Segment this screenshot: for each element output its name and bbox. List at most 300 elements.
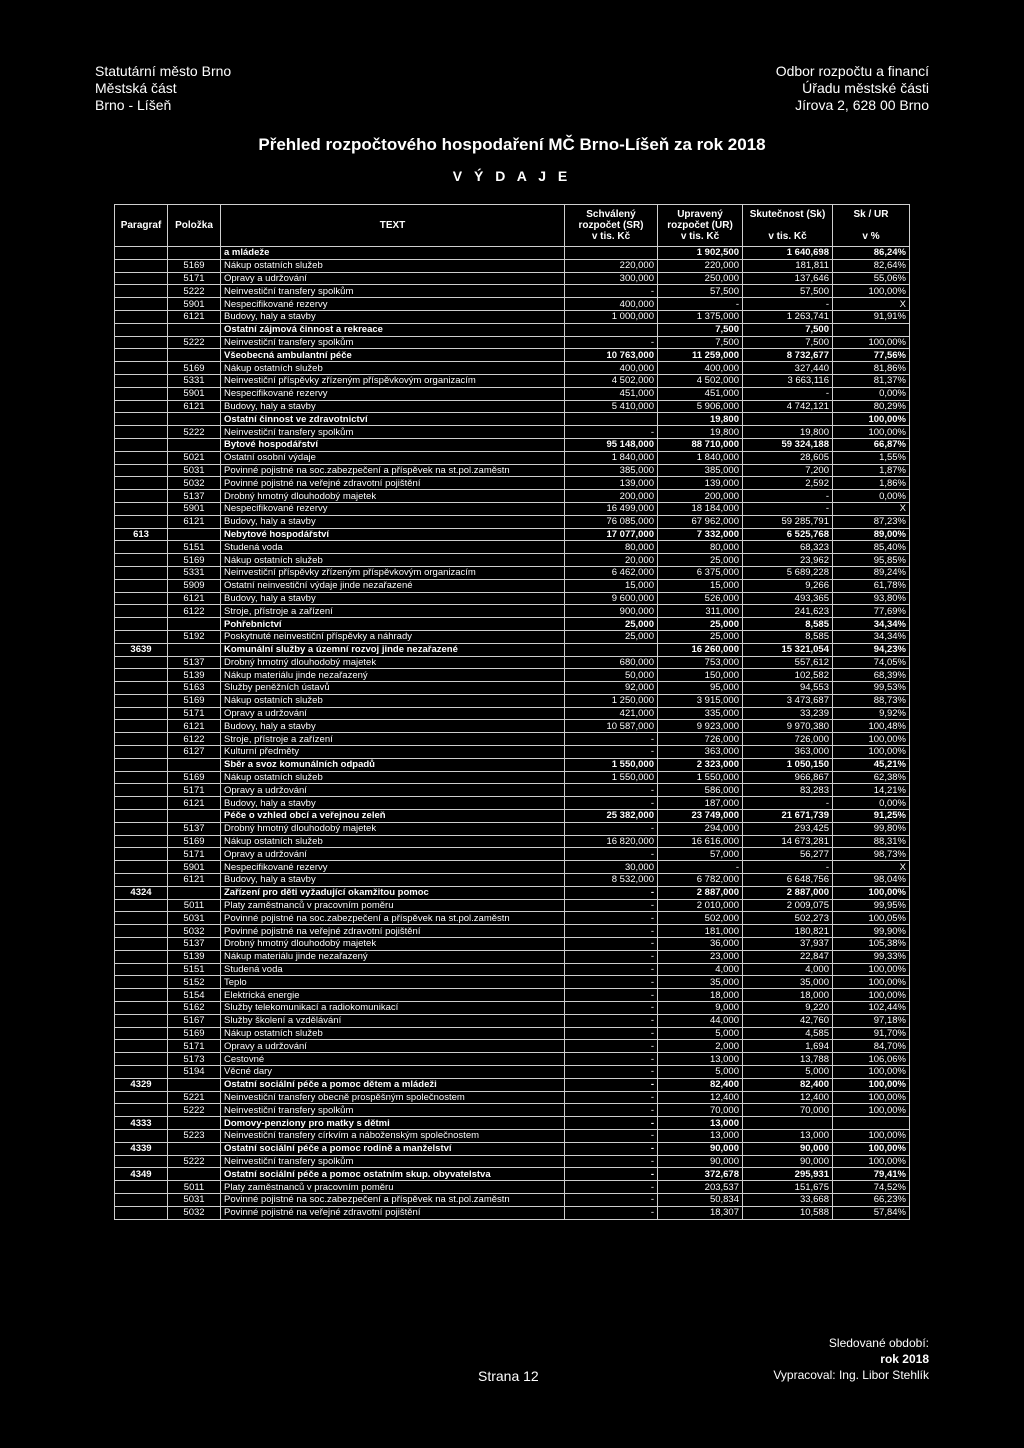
cell-sr: - (565, 1206, 658, 1219)
table-row (115, 912, 910, 925)
cell-text: Budovy, haly a stavby (221, 592, 565, 605)
cell-polozka: 5139 (168, 950, 221, 963)
cell-paragraf (115, 1091, 168, 1104)
cell-text: Kulturní předměty (221, 746, 565, 759)
cell-text: Opravy a udržování (221, 272, 565, 285)
cell-sk: 8 732,677 (743, 349, 833, 362)
cell-polozka: 5167 (168, 1014, 221, 1027)
col-pct (833, 205, 910, 247)
cell-paragraf (115, 771, 168, 784)
col-text: TEXT (221, 205, 565, 247)
cell-paragraf (115, 247, 168, 260)
table-row (115, 541, 910, 554)
cell-polozka (168, 247, 221, 260)
col-sk-line3: v tis. Kč (768, 231, 807, 242)
cell-sk: - (743, 797, 833, 810)
cell-pct: 100,48% (833, 720, 910, 733)
budget-table (114, 204, 910, 1220)
cell-pct: 1,87% (833, 464, 910, 477)
table-row (115, 605, 910, 618)
table-row (115, 694, 910, 707)
table-row (115, 554, 910, 567)
cell-sk: 13,000 (743, 1129, 833, 1142)
cell-pct: 0,00% (833, 797, 910, 810)
cell-sk: 37,937 (743, 938, 833, 951)
cell-paragraf (115, 1027, 168, 1040)
cell-pct: 81,86% (833, 362, 910, 375)
cell-polozka: 6122 (168, 605, 221, 618)
table-row (115, 797, 910, 810)
cell-sr: - (565, 426, 658, 439)
cell-paragraf (115, 899, 168, 912)
cell-sr: 25,000 (565, 618, 658, 631)
cell-paragraf (115, 746, 168, 759)
table-row (115, 733, 910, 746)
cell-sr: - (565, 976, 658, 989)
cell-sk: 10,588 (743, 1206, 833, 1219)
cell-text: Sběr a svoz komunálních odpadů (221, 758, 565, 771)
table-row (115, 771, 910, 784)
cell-paragraf (115, 1206, 168, 1219)
table-row (115, 976, 910, 989)
cell-text: Opravy a udržování (221, 1040, 565, 1053)
cell-polozka: 5021 (168, 451, 221, 464)
cell-polozka (168, 413, 221, 426)
table-row (115, 247, 910, 260)
cell-sr: 1 550,000 (565, 771, 658, 784)
cell-polozka: 5901 (168, 502, 221, 515)
cell-text: Ostatní sociální péče a pomoc ostatním skup. obyvatelstva (221, 1168, 565, 1181)
cell-paragraf (115, 925, 168, 938)
cell-ur: 6 375,000 (658, 566, 743, 579)
cell-text: Nákup materiálu jinde nezařazený (221, 669, 565, 682)
cell-pct: 88,73% (833, 694, 910, 707)
cell-sr: 9 600,000 (565, 592, 658, 605)
cell-ur: 70,000 (658, 1104, 743, 1117)
cell-paragraf (115, 950, 168, 963)
cell-sr: 900,000 (565, 605, 658, 618)
cell-paragraf (115, 259, 168, 272)
cell-sk: 295,931 (743, 1168, 833, 1181)
cell-text: Ostatní neinvestiční výdaje jinde nezařazené (221, 579, 565, 592)
cell-pct: X (833, 861, 910, 874)
cell-sk: 90,000 (743, 1142, 833, 1155)
cell-pct: 0,00% (833, 490, 910, 503)
cell-ur: 3 915,000 (658, 694, 743, 707)
table-row (115, 1104, 910, 1117)
col-ur-line1: Upravený (677, 209, 723, 220)
cell-sk: 33,668 (743, 1193, 833, 1206)
cell-text: Budovy, haly a stavby (221, 874, 565, 887)
table-row (115, 336, 910, 349)
cell-pct: 57,84% (833, 1206, 910, 1219)
org-name: Statutární město Brno (95, 63, 232, 79)
cell-sr: - (565, 886, 658, 899)
cell-sr: - (565, 1066, 658, 1079)
cell-pct: 82,64% (833, 259, 910, 272)
table-row (115, 656, 910, 669)
cell-ur: 12,400 (658, 1091, 743, 1104)
cell-sk: 102,582 (743, 669, 833, 682)
cell-sk: 3 473,687 (743, 694, 833, 707)
cell-text: Neinvestiční transfery spolkům (221, 1104, 565, 1117)
cell-ur: 19,800 (658, 426, 743, 439)
cell-polozka: 5171 (168, 848, 221, 861)
cell-ur: 526,000 (658, 592, 743, 605)
cell-pct: 100,00% (833, 963, 910, 976)
table-row (115, 848, 910, 861)
cell-paragraf (115, 298, 168, 311)
cell-ur: 44,000 (658, 1014, 743, 1027)
cell-polozka: 6122 (168, 733, 221, 746)
table-row (115, 413, 910, 426)
cell-sr: 451,000 (565, 387, 658, 400)
dept-office: Úřadu městské části (802, 80, 929, 96)
cell-sr: - (565, 1002, 658, 1015)
cell-paragraf (115, 835, 168, 848)
table-row (115, 1181, 910, 1194)
cell-sk: 28,605 (743, 451, 833, 464)
org-part: Městská část (95, 80, 177, 96)
cell-text: Neinvestiční příspěvky zřízeným příspěvkovým organizacím (221, 566, 565, 579)
cell-pct: 95,85% (833, 554, 910, 567)
cell-text: Neinvestiční transfery církvím a náboženským společnostem (221, 1129, 565, 1142)
cell-sk: 966,867 (743, 771, 833, 784)
cell-ur: 181,000 (658, 925, 743, 938)
cell-text: Nákup ostatních služeb (221, 362, 565, 375)
table-row (115, 669, 910, 682)
table-row (115, 438, 910, 451)
cell-text: Služby telekomunikací a radiokomunikací (221, 1002, 565, 1015)
cell-text: Opravy a udržování (221, 784, 565, 797)
cell-sk: 21 671,739 (743, 810, 833, 823)
cell-text: Cestovné (221, 1053, 565, 1066)
cell-text: Studená voda (221, 963, 565, 976)
cell-polozka: 5171 (168, 784, 221, 797)
cell-paragraf (115, 733, 168, 746)
cell-ur: 57,500 (658, 285, 743, 298)
cell-text: Opravy a udržování (221, 707, 565, 720)
cell-ur: 1 840,000 (658, 451, 743, 464)
cell-paragraf (115, 451, 168, 464)
table-row (115, 1027, 910, 1040)
cell-ur: 7,500 (658, 336, 743, 349)
cell-ur: 2,000 (658, 1040, 743, 1053)
cell-sk: 94,553 (743, 682, 833, 695)
cell-pct: 99,95% (833, 899, 910, 912)
cell-sr: 1 840,000 (565, 451, 658, 464)
cell-polozka: 5171 (168, 1040, 221, 1053)
cell-sk: 7,500 (743, 336, 833, 349)
cell-paragraf (115, 1129, 168, 1142)
cell-ur: 23 749,000 (658, 810, 743, 823)
cell-ur: 6 782,000 (658, 874, 743, 887)
cell-sk: 726,000 (743, 733, 833, 746)
cell-text: Nespecifikované rezervy (221, 861, 565, 874)
cell-paragraf (115, 989, 168, 1002)
cell-pct: 100,00% (833, 1129, 910, 1142)
cell-paragraf (115, 323, 168, 336)
cell-polozka (168, 1117, 221, 1130)
cell-ur: 5,000 (658, 1027, 743, 1040)
cell-sk: 56,277 (743, 848, 833, 861)
cell-sr: 5 410,000 (565, 400, 658, 413)
cell-paragraf (115, 1155, 168, 1168)
cell-sr: 400,000 (565, 362, 658, 375)
cell-paragraf (115, 1104, 168, 1117)
cell-text: Neinvestiční transfery spolkům (221, 285, 565, 298)
cell-sr: 92,000 (565, 682, 658, 695)
cell-paragraf: 613 (115, 528, 168, 541)
cell-sk: 82,400 (743, 1078, 833, 1091)
cell-sr: 220,000 (565, 259, 658, 272)
table-row (115, 822, 910, 835)
cell-paragraf (115, 554, 168, 567)
cell-sr: 16 499,000 (565, 502, 658, 515)
cell-sr: - (565, 1078, 658, 1091)
cell-ur: 80,000 (658, 541, 743, 554)
cell-ur: 5 906,000 (658, 400, 743, 413)
cell-text: Nebytové hospodářství (221, 528, 565, 541)
cell-text: Drobný hmotný dlouhodobý majetek (221, 938, 565, 951)
cell-text: Nespecifikované rezervy (221, 387, 565, 400)
cell-text: Budovy, haly a stavby (221, 515, 565, 528)
cell-paragraf (115, 566, 168, 579)
cell-sr (565, 643, 658, 656)
cell-paragraf (115, 912, 168, 925)
cell-sr: 30,000 (565, 861, 658, 874)
cell-ur: 200,000 (658, 490, 743, 503)
table-row (115, 310, 910, 323)
cell-paragraf (115, 1040, 168, 1053)
cell-polozka: 5173 (168, 1053, 221, 1066)
cell-sr: 1 550,000 (565, 758, 658, 771)
cell-paragraf: 4339 (115, 1142, 168, 1155)
cell-sr (565, 323, 658, 336)
cell-polozka: 5169 (168, 554, 221, 567)
cell-sr: 20,000 (565, 554, 658, 567)
cell-polozka: 5151 (168, 963, 221, 976)
cell-polozka: 6121 (168, 720, 221, 733)
cell-sk: 4,000 (743, 963, 833, 976)
cell-polozka: 5162 (168, 1002, 221, 1015)
cell-paragraf (115, 400, 168, 413)
cell-paragraf (115, 669, 168, 682)
cell-sr: 50,000 (565, 669, 658, 682)
cell-sr: - (565, 1193, 658, 1206)
table-row (115, 566, 910, 579)
cell-ur: 13,000 (658, 1053, 743, 1066)
cell-paragraf (115, 682, 168, 695)
cell-polozka: 5169 (168, 362, 221, 375)
cell-pct: 55,06% (833, 272, 910, 285)
cell-text: Stroje, přístroje a zařízení (221, 605, 565, 618)
cell-sk: 7,200 (743, 464, 833, 477)
cell-pct: 34,34% (833, 618, 910, 631)
cell-text: Ostatní činnost ve zdravotnictví (221, 413, 565, 426)
cell-pct: 84,70% (833, 1040, 910, 1053)
period-label: Sledované období: (828, 1336, 929, 1350)
cell-polozka: 5222 (168, 285, 221, 298)
cell-pct: 91,91% (833, 310, 910, 323)
cell-text: Povinné pojistné na veřejné zdravotní pojištění (221, 1206, 565, 1219)
table-row (115, 285, 910, 298)
col-sr-line1: Schválený (586, 209, 636, 220)
footer-info (773, 1335, 929, 1383)
cell-sr: - (565, 733, 658, 746)
header-right (776, 63, 929, 114)
table-row (115, 835, 910, 848)
table-row (115, 259, 910, 272)
cell-ur: 726,000 (658, 733, 743, 746)
table-row (115, 682, 910, 695)
col-sr-line3: v tis. Kč (591, 231, 631, 242)
cell-paragraf (115, 758, 168, 771)
cell-sr: 200,000 (565, 490, 658, 503)
cell-polozka: 6121 (168, 400, 221, 413)
period-value: rok 2018 (880, 1352, 929, 1366)
cell-pct: 34,34% (833, 630, 910, 643)
cell-ur: 67 962,000 (658, 515, 743, 528)
cell-text: Péče o vzhled obcí a veřejnou zeleň (221, 810, 565, 823)
cell-sr: - (565, 989, 658, 1002)
cell-sr: - (565, 1117, 658, 1130)
cell-sk: 4,585 (743, 1027, 833, 1040)
cell-pct (833, 323, 910, 336)
cell-sk: - (743, 490, 833, 503)
cell-ur: 90,000 (658, 1155, 743, 1168)
cell-sr: - (565, 336, 658, 349)
cell-ur: 13,000 (658, 1129, 743, 1142)
cell-paragraf (115, 694, 168, 707)
cell-sk: 35,000 (743, 976, 833, 989)
cell-sk: 151,675 (743, 1181, 833, 1194)
cell-paragraf (115, 605, 168, 618)
cell-polozka: 5222 (168, 1155, 221, 1168)
col-sr (565, 205, 658, 247)
cell-text: Všeobecná ambulantní péče (221, 349, 565, 362)
cell-ur: 363,000 (658, 746, 743, 759)
table-row (115, 861, 910, 874)
cell-sr: 25,000 (565, 630, 658, 643)
cell-pct: 106,06% (833, 1053, 910, 1066)
cell-text: Služby školení a vzdělávání (221, 1014, 565, 1027)
table-row (115, 758, 910, 771)
cell-polozka: 5169 (168, 1027, 221, 1040)
cell-text: Povinné pojistné na veřejné zdravotní pojištění (221, 477, 565, 490)
table-row (115, 1078, 910, 1091)
cell-sk: 5,000 (743, 1066, 833, 1079)
cell-pct: 89,00% (833, 528, 910, 541)
cell-sr: 1 250,000 (565, 694, 658, 707)
cell-sk: 9,266 (743, 579, 833, 592)
cell-ur: - (658, 298, 743, 311)
cell-ur: 4 502,000 (658, 374, 743, 387)
cell-ur: 18,000 (658, 989, 743, 1002)
cell-pct: 87,23% (833, 515, 910, 528)
cell-sr: - (565, 848, 658, 861)
cell-sk: 19,800 (743, 426, 833, 439)
cell-sk: 7,500 (743, 323, 833, 336)
cell-ur: 385,000 (658, 464, 743, 477)
col-sr-line2: rozpočet (SR) (578, 220, 644, 231)
cell-ur: 220,000 (658, 259, 743, 272)
cell-pct: 100,00% (833, 1066, 910, 1079)
cell-sr: - (565, 1129, 658, 1142)
table-row (115, 950, 910, 963)
cell-pct: 74,05% (833, 656, 910, 669)
cell-sk: 15 321,054 (743, 643, 833, 656)
cell-ur: 36,000 (658, 938, 743, 951)
cell-polozka (168, 323, 221, 336)
cell-pct: 98,73% (833, 848, 910, 861)
cell-text: Neinvestiční transfery spolkům (221, 336, 565, 349)
cell-polozka (168, 643, 221, 656)
cell-polozka (168, 810, 221, 823)
cell-text: Pohřebnictví (221, 618, 565, 631)
cell-pct: 1,55% (833, 451, 910, 464)
cell-sk: 137,646 (743, 272, 833, 285)
cell-text: Domovy-penziony pro matky s dětmi (221, 1117, 565, 1130)
cell-sk: 68,323 (743, 541, 833, 554)
cell-paragraf (115, 541, 168, 554)
cell-sr: - (565, 1014, 658, 1027)
cell-paragraf: 4329 (115, 1078, 168, 1091)
cell-sk: 1 263,741 (743, 310, 833, 323)
cell-text: Zařízení pro děti vyžadující okamžitou pomoc (221, 886, 565, 899)
author: Vypracoval: Ing. Libor Stehlík (773, 1368, 929, 1382)
cell-ur: 294,000 (658, 822, 743, 835)
cell-sr: 16 820,000 (565, 835, 658, 848)
cell-polozka: 5909 (168, 579, 221, 592)
table-row (115, 938, 910, 951)
cell-polozka (168, 1078, 221, 1091)
cell-text: Nákup ostatních služeb (221, 835, 565, 848)
cell-paragraf (115, 579, 168, 592)
cell-ur: 9,000 (658, 1002, 743, 1015)
org-district: Brno - Líšeň (95, 97, 172, 113)
cell-text: Neinvestiční transfery spolkům (221, 426, 565, 439)
cell-sk: 13,788 (743, 1053, 833, 1066)
cell-ur: 11 259,000 (658, 349, 743, 362)
cell-text: a mládeže (221, 247, 565, 260)
cell-sr: - (565, 822, 658, 835)
cell-sk: 2 009,075 (743, 899, 833, 912)
cell-sk: 33,239 (743, 707, 833, 720)
table-row (115, 1053, 910, 1066)
cell-text: Nákup ostatních služeb (221, 694, 565, 707)
cell-polozka: 5194 (168, 1066, 221, 1079)
cell-pct: 77,69% (833, 605, 910, 618)
cell-polozka: 5139 (168, 669, 221, 682)
cell-paragraf (115, 285, 168, 298)
cell-text: Povinné pojistné na soc.zabezpečení a příspěvek na st.pol.zaměstn (221, 912, 565, 925)
cell-sr: - (565, 1104, 658, 1117)
cell-ur: 150,000 (658, 669, 743, 682)
cell-polozka: 6121 (168, 874, 221, 887)
cell-sk: 241,623 (743, 605, 833, 618)
cell-paragraf (115, 822, 168, 835)
cell-pct: 99,53% (833, 682, 910, 695)
cell-paragraf (115, 630, 168, 643)
cell-paragraf (115, 963, 168, 976)
table-row (115, 899, 910, 912)
cell-polozka (168, 528, 221, 541)
cell-polozka: 5011 (168, 1181, 221, 1194)
cell-pct: 102,44% (833, 1002, 910, 1015)
cell-ur: 88 710,000 (658, 438, 743, 451)
cell-sk: 6 648,756 (743, 874, 833, 887)
